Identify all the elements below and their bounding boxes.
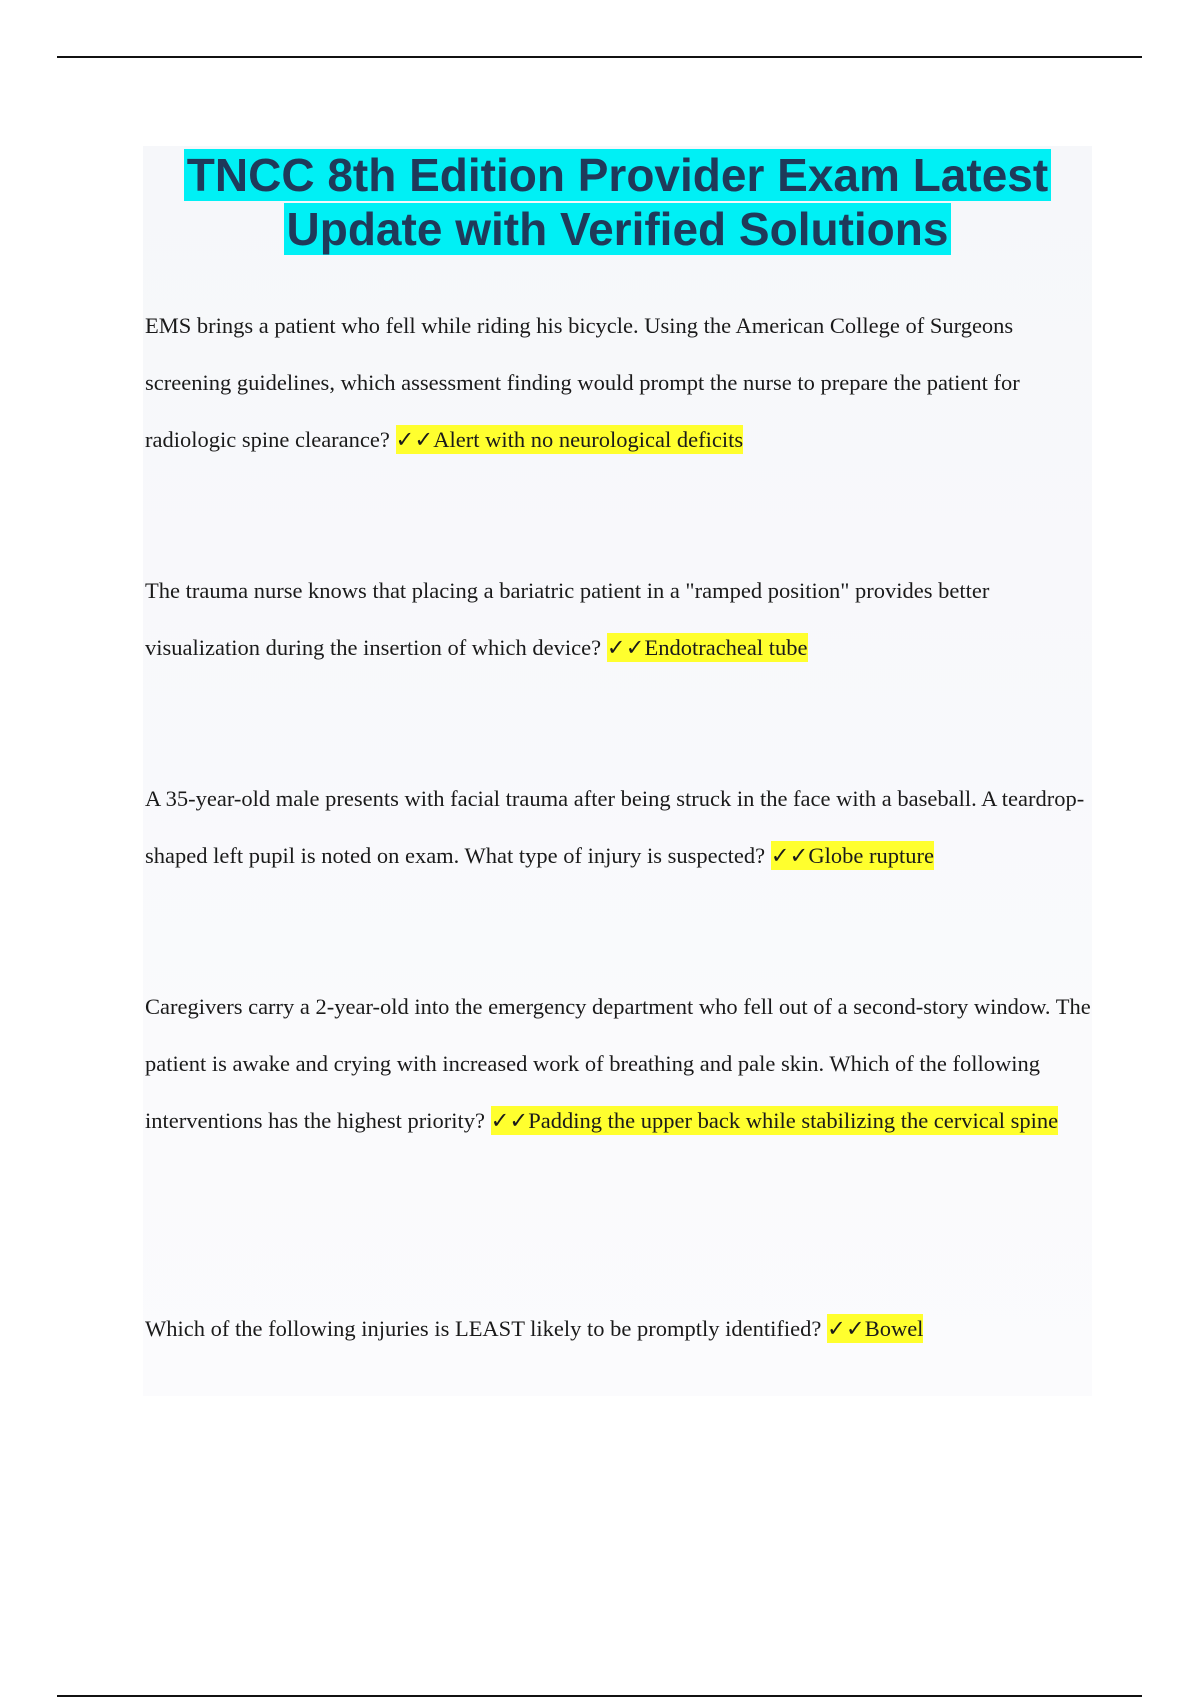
check-mark-icon: ✓✓ <box>826 1316 865 1341</box>
answer-text: Padding the upper back while stabilizing the cervical spine <box>528 1108 1059 1133</box>
answer-highlight <box>491 1106 1059 1135</box>
check-mark-icon: ✓✓ <box>606 635 645 660</box>
question-text: EMS brings a patient who fell while riding his bicycle. Using the American College of Surgeons screening guidelines, which assessment finding would prompt the nurse to prepare the patient for radiologic spine clearance? <box>145 313 1020 452</box>
question-text: Caregivers carry a 2-year-old into the emergency department who fell out of a second-story window. The patient is awake and crying with increased work of breathing and pale skin. Which of the following interventions has the highest priority? <box>145 994 1091 1133</box>
qa-item-5 <box>145 1300 1095 1357</box>
document-title <box>143 148 1092 256</box>
answer-highlight <box>827 1314 923 1343</box>
title-line-2: Update with Verified Solutions <box>284 203 952 255</box>
answer-text: Bowel <box>864 1316 924 1341</box>
check-mark-icon: ✓✓ <box>395 427 434 452</box>
qa-item-4 <box>145 978 1095 1149</box>
qa-item-3 <box>145 770 1095 884</box>
qa-item-2 <box>145 562 1095 676</box>
question-text: A 35-year-old male presents with facial trauma after being struck in the face with a baseball. A teardrop-shaped left pupil is noted on exam. What type of injury is suspected? <box>145 786 1085 868</box>
header-rule <box>57 56 1142 58</box>
check-mark-icon: ✓✓ <box>770 843 809 868</box>
footer-rule <box>57 1695 1142 1697</box>
answer-highlight <box>607 633 808 662</box>
qa-item-1 <box>145 297 1095 468</box>
answer-text: Globe rupture <box>808 843 935 868</box>
question-text: The trauma nurse knows that placing a bariatric patient in a "ramped position" provides better visualization during the insertion of which device? <box>145 578 990 660</box>
question-text: Which of the following injuries is LEAST likely to be promptly identified? <box>145 1316 822 1341</box>
answer-highlight <box>396 425 744 454</box>
answer-text: Alert with no neurological deficits <box>433 427 744 452</box>
title-line-1: TNCC 8th Edition Provider Exam Latest <box>184 149 1051 201</box>
answer-text: Endotracheal tube <box>644 635 808 660</box>
check-mark-icon: ✓✓ <box>490 1108 529 1133</box>
answer-highlight <box>771 841 934 870</box>
